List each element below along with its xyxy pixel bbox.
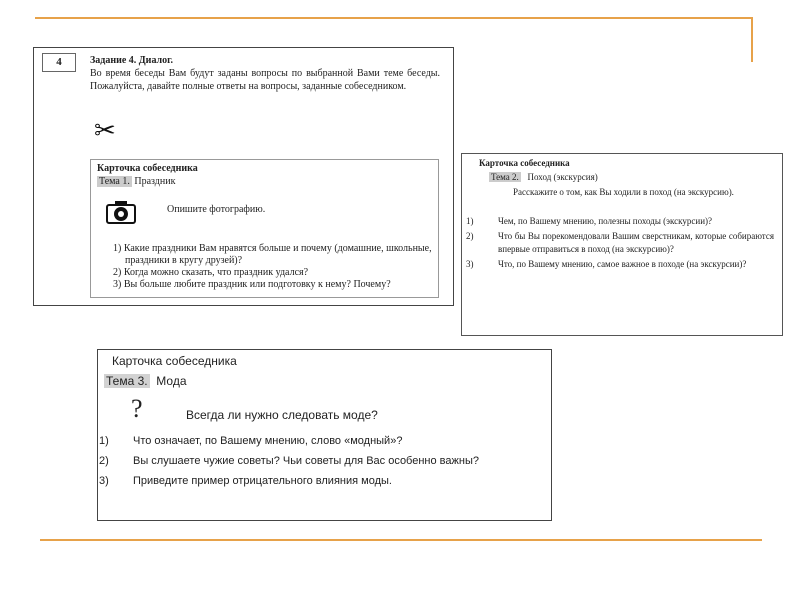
task-instructions: Во время беседы Вам будут заданы вопросы по выбранной Вами теме беседы. Пожалуйста, давайте полные ответы на вопросы, заданные собеседником. <box>90 68 440 92</box>
list-item: 3) Вы больше любите праздник или подготовку к нему? Почему? <box>113 279 391 290</box>
topic-line <box>97 176 175 188</box>
card-title: Карточка собеседника <box>97 163 198 174</box>
topic-label: Тема 2. <box>491 172 519 182</box>
camera-icon <box>106 199 136 225</box>
scissors-icon: ✂ <box>94 116 116 145</box>
bottom-divider-line <box>40 539 762 541</box>
interlocutor-card-2 <box>461 153 783 336</box>
list-item <box>466 230 774 256</box>
interlocutor-card-3 <box>97 349 552 521</box>
question-list <box>466 215 774 273</box>
item-number: 3) <box>466 259 474 269</box>
question-mark-icon: ? <box>131 394 143 423</box>
item-number: 3) <box>99 475 109 487</box>
topic-label: Тема 3. <box>106 374 148 388</box>
intro-text: Расскажите о том, как Вы ходили в поход (на экскурсию). <box>513 187 734 197</box>
topic-name: Мода <box>156 374 187 388</box>
top-right-vertical-line <box>751 17 753 62</box>
task-number-box: 4 <box>42 53 76 72</box>
item-number: 1) <box>99 435 109 447</box>
list-item: 1) Какие праздники Вам нравятся больше и почему (домашние, школьные, праздники в кругу друзей)? <box>113 243 432 266</box>
list-item <box>99 474 539 494</box>
item-number: 2) <box>99 455 109 467</box>
task-title: Задание 4. Диалог. <box>90 55 174 66</box>
topic-name: Праздник <box>134 176 176 187</box>
item-text: Приведите пример отрицательного влияния моды. <box>133 475 392 487</box>
card-title: Карточка собеседника <box>112 354 237 368</box>
item-text: Что означает, по Вашему мнению, слово «модный»? <box>133 435 403 447</box>
top-divider-line <box>35 17 753 19</box>
item-text: Что, по Вашему мнению, самое важное в походе (на экскурсии)? <box>498 259 747 269</box>
exam-task-card <box>33 47 454 306</box>
item-text: Вы слушаете чужие советы? Чьи советы для Вас особенно важны? <box>133 455 479 467</box>
item-text: Чем, по Вашему мнению, полезны походы (экскурсии)? <box>498 216 713 226</box>
question-list <box>113 243 433 291</box>
list-item: 2) Когда можно сказать, что праздник удался? <box>113 267 309 278</box>
item-number: 1) <box>466 216 474 226</box>
list-item <box>466 215 774 228</box>
list-item <box>466 258 774 271</box>
topic-line <box>489 171 598 184</box>
list-item <box>99 434 539 454</box>
item-text: Что бы Вы порекомендовали Вашим сверстникам, которые собираются впервые отправиться в поход (на экскурсию)? <box>498 231 774 254</box>
topic-line <box>104 374 187 389</box>
task-text: Всегда ли нужно следовать моде? <box>186 408 378 422</box>
question-list <box>99 434 539 494</box>
item-number: 2) <box>466 231 474 241</box>
list-item <box>99 454 539 474</box>
topic-label: Тема 1. <box>99 176 130 187</box>
task-text: Опишите фотографию. <box>167 204 266 215</box>
topic-name: Поход (экскурсия) <box>527 172 598 182</box>
task-header <box>90 54 440 93</box>
interlocutor-card-1 <box>90 159 439 298</box>
card-title: Карточка собеседника <box>479 158 570 168</box>
